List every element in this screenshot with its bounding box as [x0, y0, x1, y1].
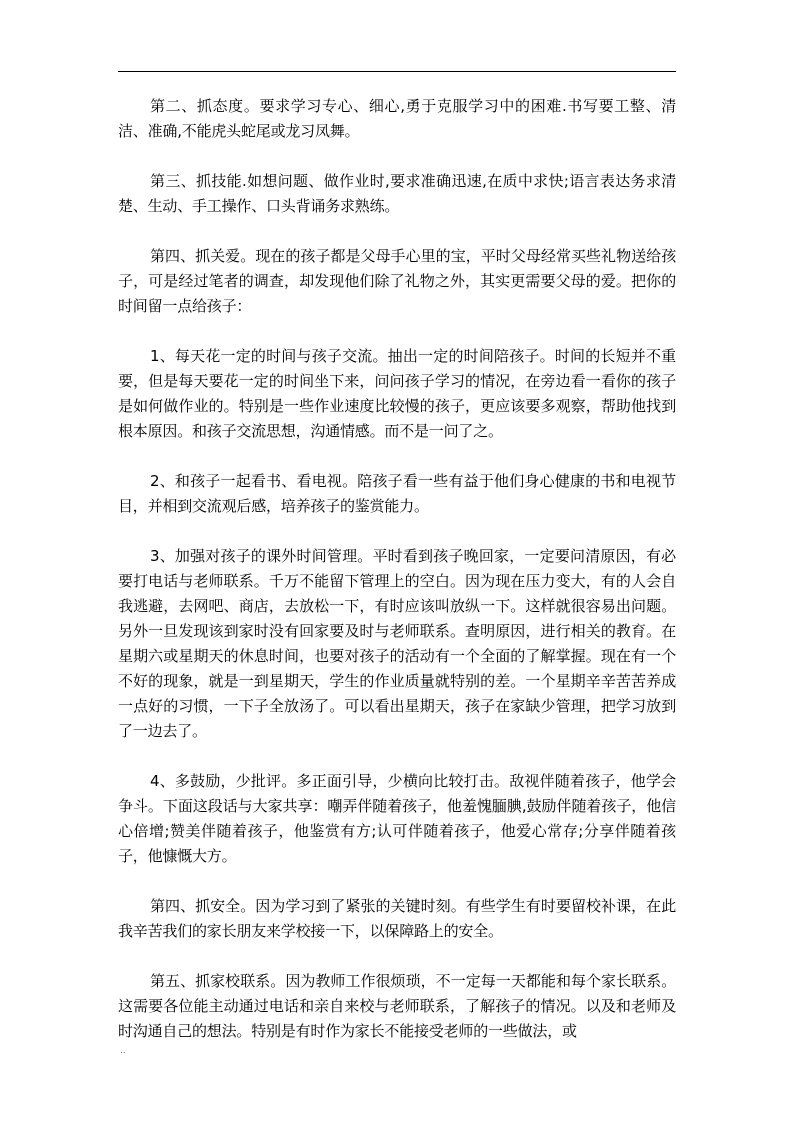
paragraph-item-4: 4、多鼓励，少批评。多正面引导，少横向比较打击。敌视伴随着孩子，他学会争斗。下面这段话与大家共享：嘲弄伴随着孩子，他羞愧腼腆,鼓励伴随着孩子，他信心倍增;赞美伴随着孩子，他鉴赏有方;认可伴随着孩子，他爱心常存;分享伴随着孩子，他慷慨大方。 [118, 772, 676, 865]
paragraph-item-3: 3、加强对孩子的课外时间管理。平时看到孩子晚回家，一定要问清原因，有必要打电话与老师联系。千万不能留下管理上的空白。因为现在压力变大，有的人会自我逃避，去网吧、商店，去放松一下，有时应该叫放纵一下。这样就很容易出问题。另外一旦发现该到家时没有回家要及时与老师联系。查明原因，进行相关的教育。在星期六或星期天的休息时间，也要对孩子的活动有一个全面的了解掌握。现在有一个不好的现象，就是一到星期天，学生的作业质量就特别的差。一个星期辛辛苦苦养成一点好的习惯，一下子全放汤了。可以看出星期天，孩子在家缺少管理，把学习放到了一边去了。 [118, 547, 676, 740]
footer-mark: .. [120, 1046, 126, 1056]
paragraph-item-2: 2、和孩子一起看书、看电视。陪孩子看一些有益于他们身心健康的书和电视节目，并相到交流观后感，培养孩子的鉴赏能力。 [118, 472, 676, 515]
paragraph-attitude: 第二、抓态度。要求学习专心、细心,勇于克服学习中的困难.书写要工整、清洁、准确,不能虎头蛇尾或龙习凤舞。 [118, 97, 676, 140]
paragraph-skills: 第三、抓技能.如想问题、做作业时,要求准确迅速,在质中求快;语言表达务求清楚、生动、手工操作、口头背诵务求熟练。 [118, 172, 676, 215]
document-body [118, 94, 676, 1069]
paragraph-safety: 第四、抓安全。因为学习到了紧张的关键时刻。有些学生有时要留校补课，在此我辛苦我们的家长朋友来学校接一下，以保障路上的安全。 [118, 897, 676, 940]
paragraph-item-1: 1、每天花一定的时间与孩子交流。抽出一定的时间陪孩子。时间的长短并不重要，但是每天要花一定的时间坐下来，问问孩子学习的情况，在旁边看一看你的孩子是如何做作业的。特别是一些作业速度比较慢的孩子，更应该要多观察，帮助他找到根本原因。和孩子交流思想，沟通情感。而不是一问了之。 [118, 347, 676, 440]
paragraph-care: 第四、抓关爱。现在的孩子都是父母手心里的宝，平时父母经常买些礼物送给孩子，可是经过笔者的调查，却发现他们除了礼物之外，其实更需要父母的爱。把你的时间留一点给孩子： [118, 247, 676, 315]
header-rule [118, 71, 676, 72]
paragraph-home-school: 第五、抓家校联系。因为教师工作很烦琐，不一定每一天都能和每个家长联系。这需要各位能主动通过电话和亲自来校与老师联系，了解孩子的情况。以及和老师及时沟通自己的想法。特别是有时作为家长不能接受老师的一些做法，或 [118, 972, 676, 1040]
